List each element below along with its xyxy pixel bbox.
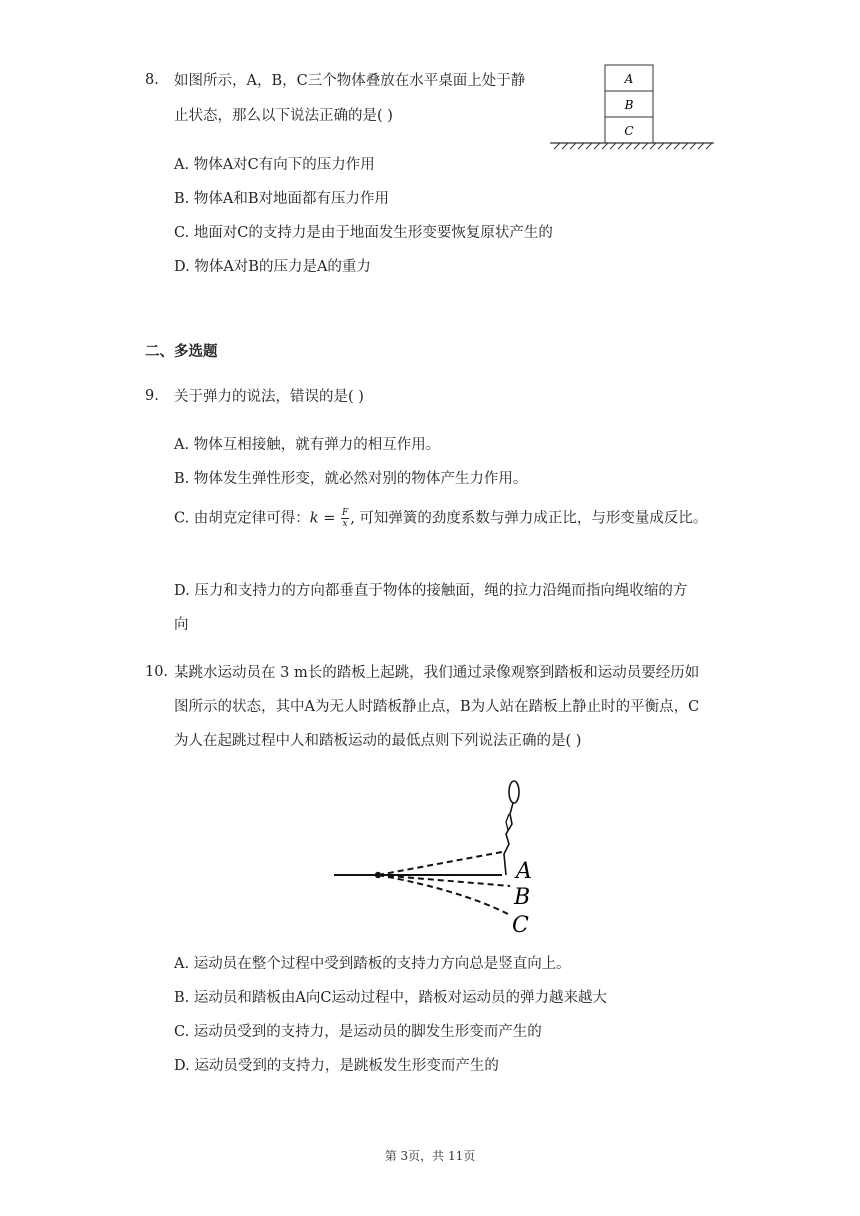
q10-stem-line2: 图所示的状态，其中A为无人时踏板静止点，B为人站在踏板上静止时的平衡点，C — [174, 699, 700, 715]
q9-stem: 关于弹力的说法，错误的是( ) — [174, 389, 364, 405]
q9-formula-k: k = — [309, 510, 336, 527]
page-footer: 第 3页，共 11页 — [384, 1149, 476, 1163]
q9-formula-numerator: F — [341, 508, 349, 518]
q10-number: 10. — [145, 664, 169, 680]
q8-stem-line1: 如图所示，A，B，C三个物体叠放在水平桌面上处于静 — [174, 73, 526, 89]
q9-number: 9. — [145, 388, 159, 404]
q8-label-b: B — [624, 98, 634, 112]
q10-stem-line1: 某跳水运动员在 3 m长的踏板上起跳，我们通过录像观察到踏板和运动员要经历如 — [174, 665, 700, 681]
q10-label-b: B — [514, 885, 531, 910]
q8-option-d: D. 物体A对B的压力是A的重力 — [174, 259, 371, 275]
q10-option-b: B. 运动员和踏板由A向C运动过程中，踏板对运动员的弹力越来越大 — [174, 990, 607, 1006]
q8-option-c: C. 地面对C的支持力是由于地面发生形变要恢复原状产生的 — [174, 225, 553, 241]
q10-diving-board-figure — [330, 772, 540, 940]
q9-option-c-tail: , 可知弹簧的劲度系数与弹力成正比，与形变量成反比。 — [350, 510, 708, 527]
q8-option-b: B. 物体A和B对地面都有压力作用 — [174, 191, 389, 207]
q10-option-a: A. 运动员在整个过程中受到踏板的支持力方向总是竖直向上。 — [174, 956, 571, 972]
q9-option-d-cont: 向 — [174, 617, 189, 633]
q10-label-c: C — [512, 913, 529, 938]
q9-formula-fraction — [341, 508, 349, 529]
q10-option-d: D. 运动员受到的支持力，是跳板发生形变而产生的 — [174, 1058, 499, 1074]
q8-option-a: A. 物体A对C有向下的压力作用 — [174, 157, 375, 173]
section-title: 二、多选题 — [145, 344, 218, 360]
q8-stem-line2: 止状态，那么以下说法正确的是( ) — [174, 108, 393, 124]
q9-option-a: A. 物体互相接触，就有弹力的相互作用。 — [174, 437, 441, 453]
q8-number: 8. — [145, 72, 159, 88]
q8-label-c: C — [624, 124, 634, 138]
q8-label-a: A — [624, 72, 634, 86]
q9-option-b: B. 物体发生弹性形变，就必然对别的物体产生力作用。 — [174, 471, 528, 487]
q9-option-c — [174, 508, 707, 529]
q9-formula-denominator: x — [342, 519, 348, 529]
q10-stem-line3: 为人在起跳过程中人和踏板运动的最低点则下列说法正确的是( ) — [174, 733, 582, 749]
q9-option-d: D. 压力和支持力的方向都垂直于物体的接触面，绳的拉力沿绳而指向绳收缩的方 — [174, 583, 688, 599]
q8-stacked-blocks-figure — [548, 60, 718, 152]
q10-label-a: A — [516, 859, 532, 884]
q10-option-c: C. 运动员受到的支持力，是运动员的脚发生形变而产生的 — [174, 1024, 542, 1040]
q9-option-c-text: C. 由胡克定律可得： — [174, 510, 310, 527]
